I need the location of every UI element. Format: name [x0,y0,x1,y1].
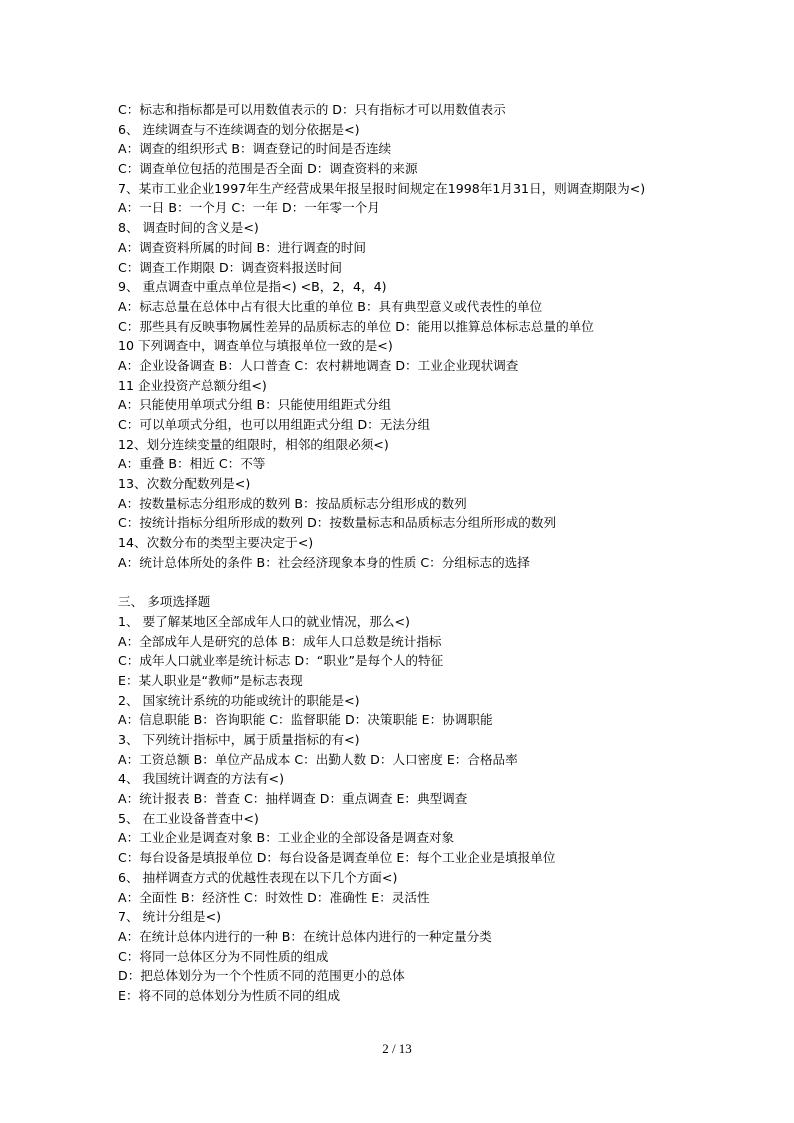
question-14: 14、次数分布的类型主要决定于<) [118,535,314,551]
text-line: C：标志和指标都是可以用数值表示的 D：只有指标才可以用数值表示 [118,102,506,117]
multi-question-6: 6、 抽样调查方式的优越性表现在以下几个方面<) [118,869,398,885]
question-12: 12、划分连续变量的组限时，相邻的组限必须<) [118,436,389,452]
question-8: 8、 调查时间的含义是<) [118,220,259,236]
text-line: A：一日 B：一个月 C：一年 D：一年零一个月 [118,200,380,216]
text-line: A：信息职能 B：咨询职能 C：监督职能 D：决策职能 E：协调职能 [118,712,493,728]
text-line: A：企业设备调查 B：人口普查 C：农村耕地调查 D：工业企业现状调查 [118,357,519,373]
text-line: C：调查单位包括的范围是否全面 D：调查资料的来源 [118,161,418,177]
text-line: C：将同一总体区分为不同性质的组成 [118,948,329,964]
question-6: 6、 连续调查与不连续调查的划分依据是<) [118,121,360,137]
section-gap [118,573,758,593]
text-line: A：工资总额 B：单位产品成本 C：出勤人数 D：人口密度 E：合格品率 [118,751,518,767]
text-line: C：那些具有反映事物属性差异的品质标志的单位 D：能用以推算总体标志总量的单位 [118,318,594,334]
text-line: E：将不同的总体划分为性质不同的组成 [118,987,341,1003]
text-line: C：调查工作期限 D：调查资料报送时间 [118,259,342,275]
text-line: A：统计报表 B：普查 C：抽样调查 D：重点调查 E：典型调查 [118,791,468,807]
text-line: A：全部成年人是研究的总体 B：成年人口总数是统计指标 [118,633,442,649]
text-line: A：只能使用单项式分组 B：只能使用组距式分组 [118,397,392,413]
page-number: 2 / 13 [382,1041,412,1056]
document-body [118,100,758,1006]
text-line: C：按统计指标分组所形成的数列 D：按数量标志和品质标志分组所形成的数列 [118,515,557,531]
question-7: 7、某市工业企业1997年生产经营成果年报呈报时间规定在1998年1月31日，则调查期限为<) [118,180,646,196]
multi-question-5: 5、 在工业设备普查中<) [118,810,259,826]
text-line: A：统计总体所处的条件 B：社会经济现象本身的性质 C：分组标志的选择 [118,554,530,570]
text-line: A：调查的组织形式 B：调查登记的时间是否连续 [118,141,392,157]
text-line: A：重叠 B：相近 C：不等 [118,456,266,472]
multi-question-2: 2、 国家统计系统的功能或统计的职能是<) [118,692,360,708]
question-13: 13、次数分配数列是<) [118,476,251,492]
question-11: 11 企业投资产总额分组<) [118,377,267,393]
multi-question-3: 3、 下列统计指标中，属于质量指标的有<) [118,732,360,747]
multi-question-4: 4、 我国统计调查的方法有<) [118,771,285,787]
text-line: A：全面性 B：经济性 C：时效性 D：准确性 E：灵活性 [118,889,430,905]
text-line: A：工业企业是调查对象 B：工业企业的全部设备是调查对象 [118,830,455,846]
text-line: D：把总体划分为一个个性质不同的范围更小的总体 [118,968,405,984]
question-10: 10 下列调查中，调查单位与填报单位一致的是<) [118,338,393,354]
text-line: A：标志总量在总体中占有很大比重的单位 B：具有典型意义或代表性的单位 [118,298,543,314]
text-line: A：调查资料所属的时间 B：进行调查的时间 [118,239,366,255]
text-line: C：成年人口就业率是统计标志 D：“职业”是每个人的特征 [118,653,444,669]
text-line: C：每台设备是填报单位 D：每台设备是调查单位 E：每个工业企业是填报单位 [118,850,556,866]
question-9: 9、 重点调查中重点单位是指<) <B，2，4，4) [118,279,387,295]
text-line: A：在统计总体内进行的一种 B：在统计总体内进行的一种定量分类 [118,928,492,944]
text-line: C：可以单项式分组，也可以用组距式分组 D：无法分组 [118,417,431,432]
text-line: A：按数量标志分组形成的数列 B：按品质标志分组形成的数列 [118,495,467,511]
multi-question-7: 7、 统计分组是<) [118,909,222,925]
section-title: 三、 多项选择题 [118,594,211,610]
text-line: E：某人职业是“教师”是标志表现 [118,672,303,688]
multi-question-1: 1、 要了解某地区全部成年人口的就业情况，那么<) [118,613,410,629]
